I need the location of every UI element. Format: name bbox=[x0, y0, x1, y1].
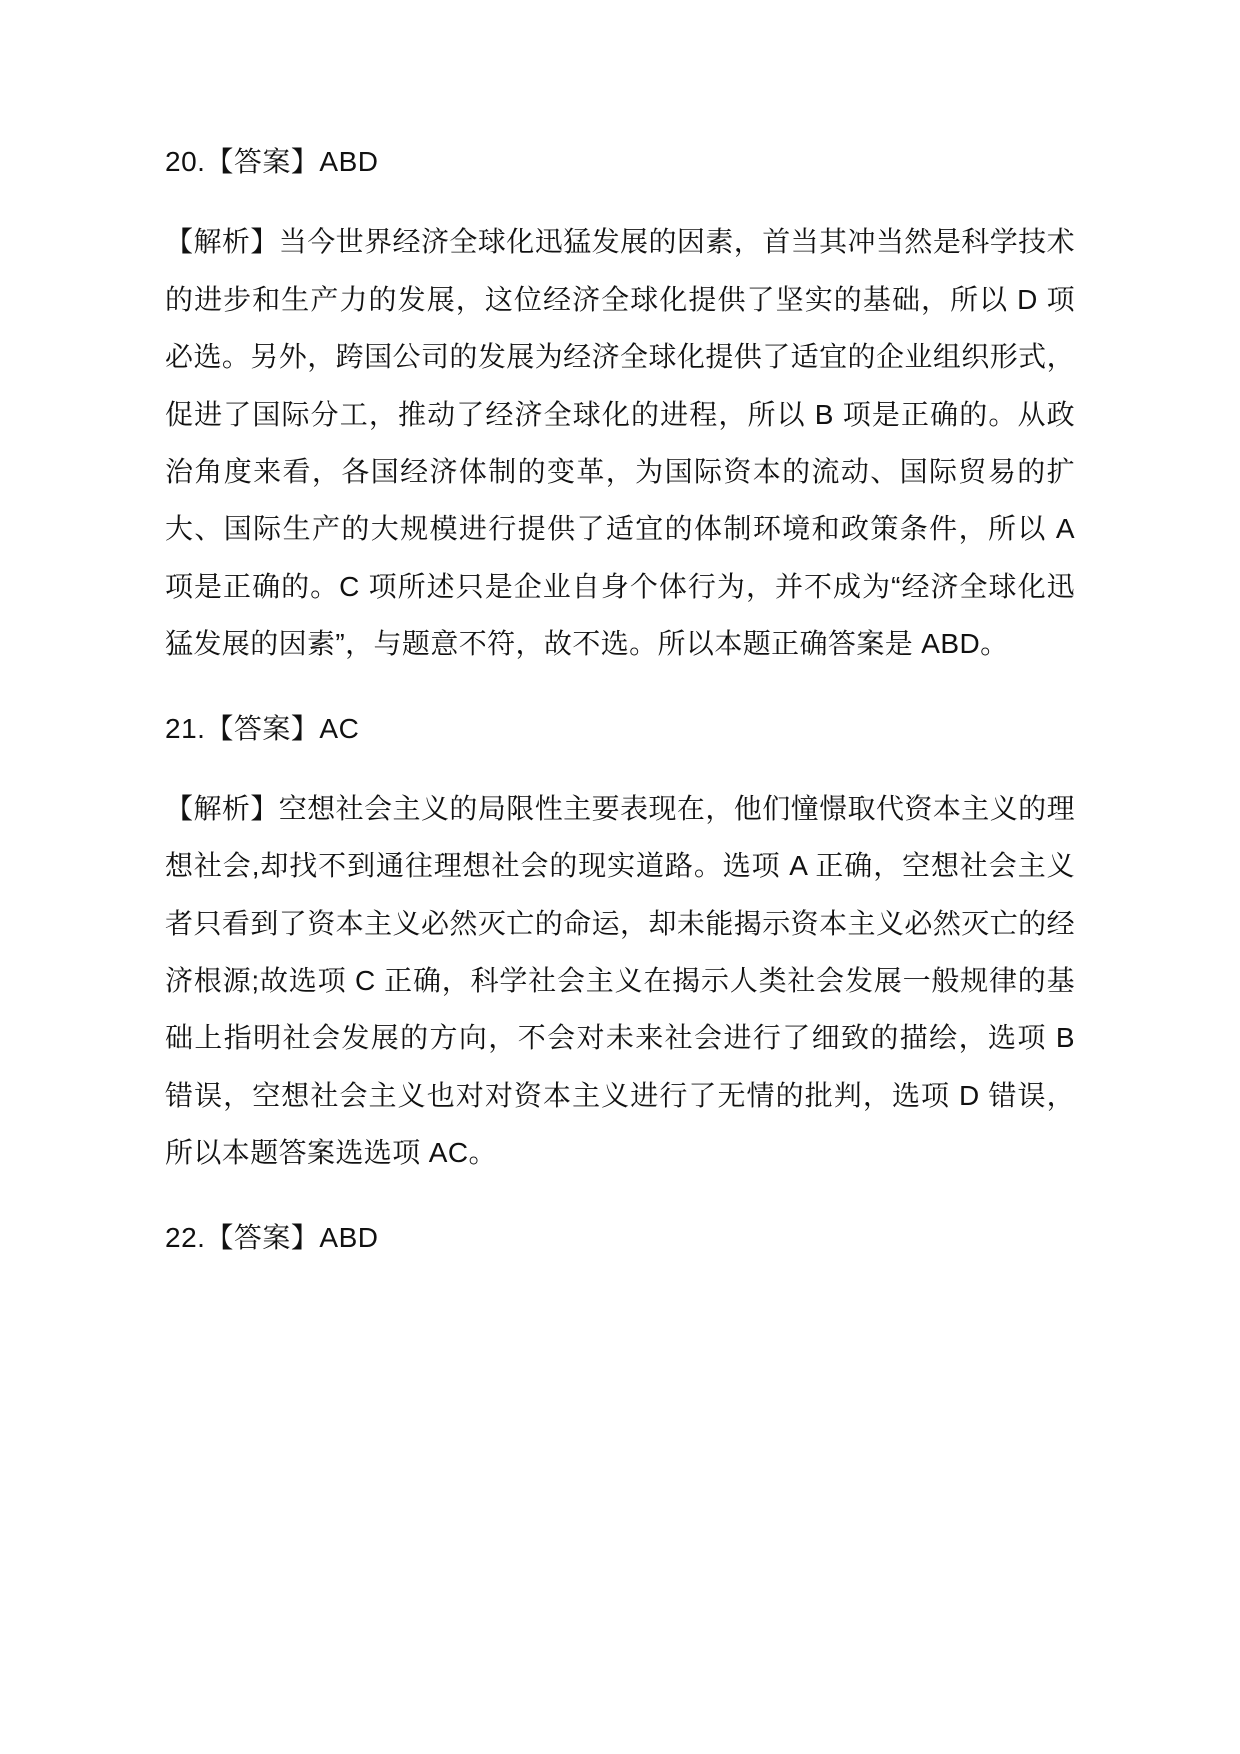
answer-heading-22: 22.【答案】ABD bbox=[165, 1221, 379, 1253]
explanation-text-21: 【解析】空想社会主义的局限性主要表现在，他们憧憬取代资本主义的理想社会,却找不到通往理想社会的现实道路。选项 A 正确，空想社会主义者只看到了资本主义必然灭亡的命运，却未能揭示资本主义必然灭亡的经济根源;故选项 C 正确，科学社会主义在揭示人类社会发展一般规律的基础上指明社会发展的方向，不会对未来社会进行了细致的描绘，选项 B 错误，空想社会主义也对对资本主义进行了无情的批判，选项 D 错误，所以本题答案选选项 AC。 bbox=[165, 792, 1075, 1169]
answer-heading-21: 21.【答案】AC bbox=[165, 712, 360, 744]
answer-block-21 bbox=[165, 707, 1075, 1182]
answer-block-22 bbox=[165, 1216, 1075, 1259]
explanation-text-20: 【解析】当今世界经济全球化迅猛发展的因素，首当其冲当然是科学技术的进步和生产力的发展，这位经济全球化提供了坚实的基础，所以 D 项必选。另外，跨国公司的发展为经济全球化提供了适宜的企业组织形式，促进了国际分工，推动了经济全球化的进程，所以 B 项是正确的。从政治角度来看，各国经济体制的变革，为国际资本的流动、国际贸易的扩大、国际生产的大规模进行提供了适宜的体制环境和政策条件，所以 A 项是正确的。C 项所述只是企业自身个体行为，并不成为“经济全球化迅猛发展的因素”，与题意不符，故不选。所以本题正确答案是 ABD。 bbox=[165, 226, 1075, 660]
answer-block-20 bbox=[165, 140, 1075, 673]
answer-heading-20: 20.【答案】ABD bbox=[165, 146, 379, 177]
page-bottom-spacer bbox=[165, 1289, 1075, 1290]
